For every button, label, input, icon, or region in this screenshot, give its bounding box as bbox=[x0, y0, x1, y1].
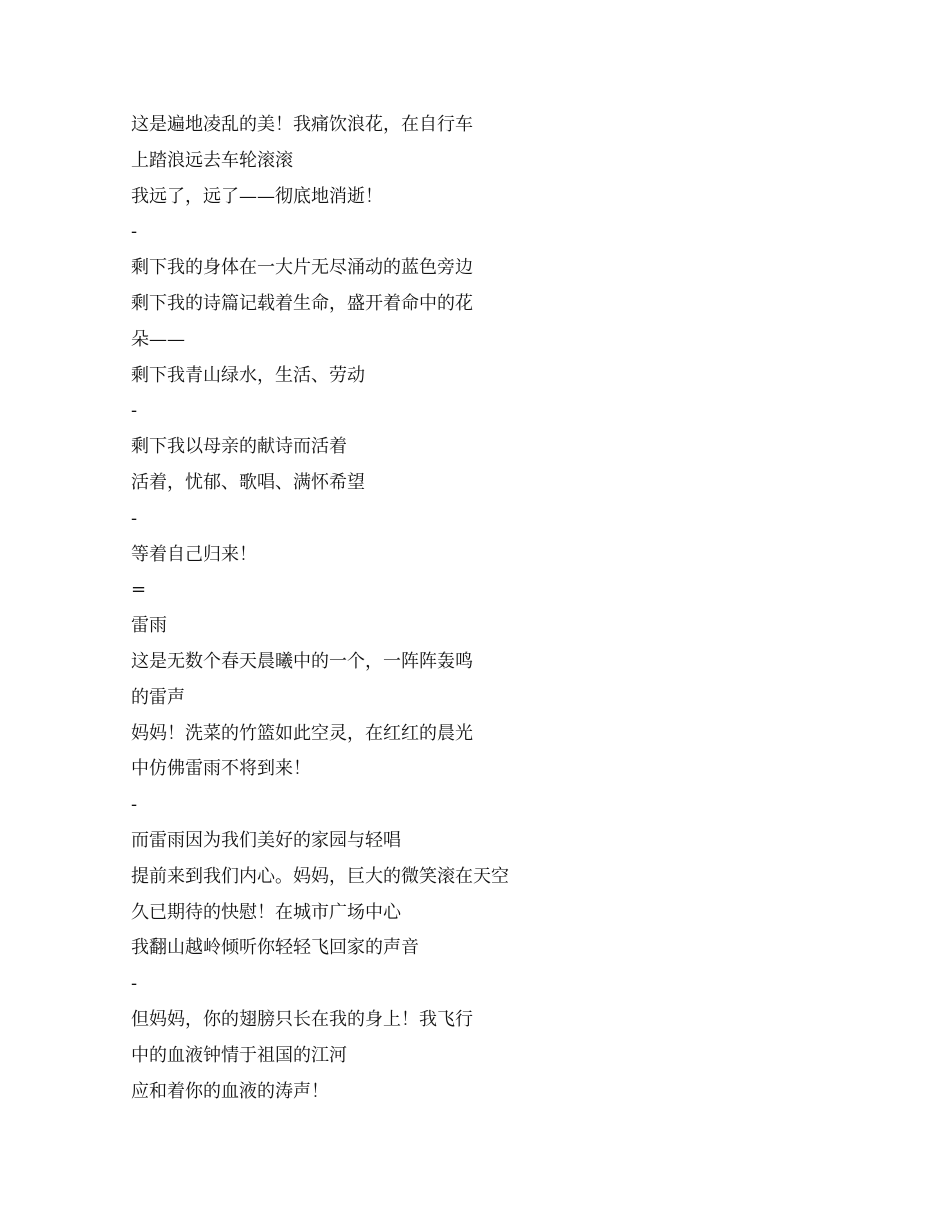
poem-line: 剩下我以母亲的献诗而活着 bbox=[131, 436, 347, 458]
poem-line: 提前来到我们内心。妈妈，巨大的微笑滚在天空 bbox=[131, 865, 509, 887]
poem-line: 剩下我青山绿水，生活、劳动 bbox=[131, 364, 365, 386]
poem-line: 剩下我的诗篇记载着生命，盛开着命中的花 bbox=[131, 292, 473, 314]
poem-line: 朵—— bbox=[131, 328, 185, 350]
poem-line: 应和着你的血液的涛声！ bbox=[131, 1080, 329, 1102]
separator-line: - bbox=[131, 794, 138, 816]
separator-line: - bbox=[131, 221, 138, 243]
poem-line: 我翻山越岭倾听你轻轻飞回家的声音 bbox=[131, 937, 419, 959]
poem-line: 活着，忧郁、歌唱、满怀希望 bbox=[131, 471, 365, 493]
poem-line: 的雷声 bbox=[131, 686, 185, 708]
section-separator: = bbox=[131, 579, 147, 601]
poem-line: 等着自己归来！ bbox=[131, 543, 257, 565]
poem-title: 雷雨 bbox=[131, 615, 167, 637]
poem-line: 上踏浪远去车轮滚滚 bbox=[131, 149, 293, 171]
separator-line: - bbox=[131, 973, 138, 995]
poem-line: 但妈妈，你的翅膀只长在我的身上！我飞行 bbox=[131, 1008, 473, 1030]
poem-line: 剩下我的身体在一大片无尽涌动的蓝色旁边 bbox=[131, 257, 473, 279]
poem-line: 中的血液钟情于祖国的江河 bbox=[131, 1044, 347, 1066]
poem-line: 妈妈！洗菜的竹篮如此空灵，在红红的晨光 bbox=[131, 722, 473, 744]
separator-line: - bbox=[131, 507, 138, 529]
poem-line: 中仿佛雷雨不将到来！ bbox=[131, 758, 311, 780]
poem-text bbox=[131, 107, 851, 1109]
poem-line: 这是无数个春天晨曦中的一个，一阵阵轰鸣 bbox=[131, 650, 473, 672]
poem-line: 而雷雨因为我们美好的家园与轻唱 bbox=[131, 829, 401, 851]
poem-line: 久已期待的快慰！在城市广场中心 bbox=[131, 901, 401, 923]
poem-line: 我远了，远了——彻底地消逝！ bbox=[131, 185, 383, 207]
separator-line: - bbox=[131, 400, 138, 422]
poem-line: 这是遍地凌乱的美！我痛饮浪花，在自行车 bbox=[131, 114, 473, 135]
